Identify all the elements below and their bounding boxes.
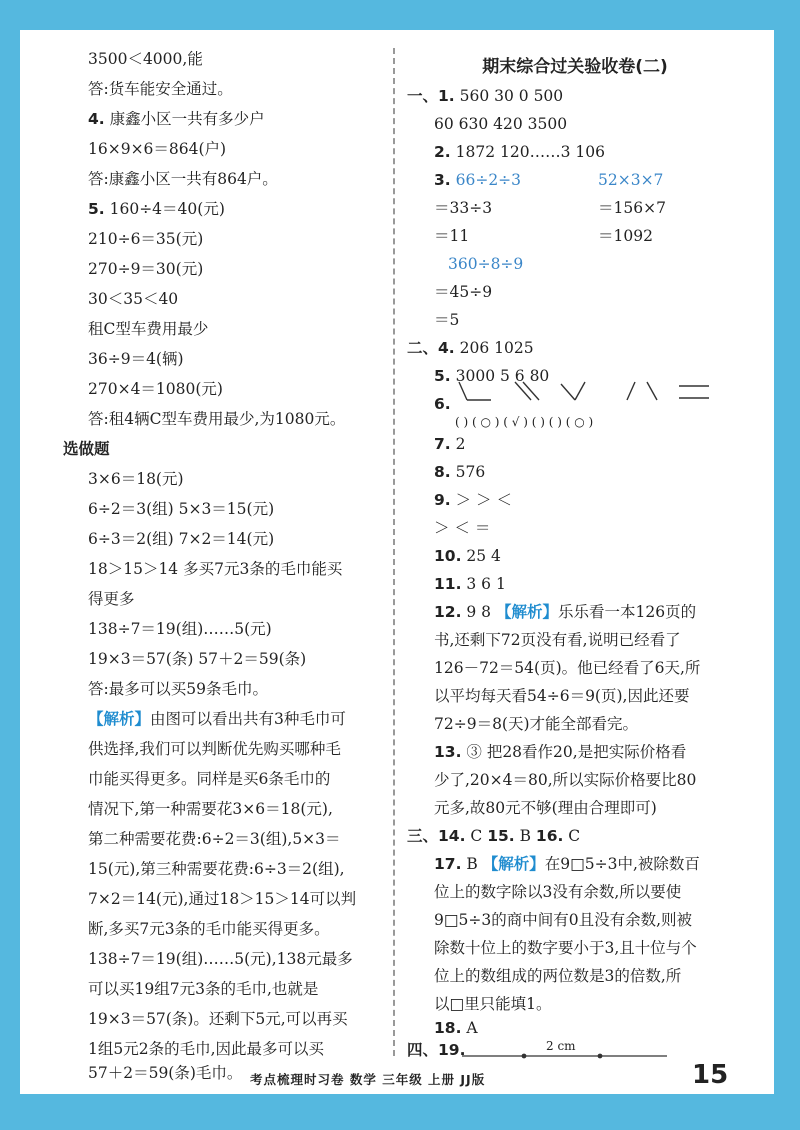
text-line: 138÷7＝19(组)……5(元)	[88, 620, 272, 638]
question-line	[434, 462, 485, 482]
question-line	[434, 742, 686, 762]
text-line: 72÷9＝8(天)才能全部看完。	[434, 715, 639, 733]
footer-text: 考点梳理时习卷 数学 三年级 上册 JJ版	[250, 1072, 486, 1087]
segment-length-label: 2 cm	[546, 1040, 576, 1053]
line-pair-3-b	[575, 382, 585, 400]
page-number: 15	[692, 1060, 729, 1090]
question-number: 17.	[434, 855, 462, 873]
text-line: 第二种需要花费:6÷2＝3(组),5×3＝	[88, 830, 341, 848]
column-divider	[393, 48, 395, 1056]
text-line: 15(元),第三种需要花费:6÷3＝2(组),	[88, 860, 345, 878]
line-pair-1-a	[459, 382, 467, 400]
text-line: 210÷6＝35(元)	[88, 230, 204, 248]
line-pairs-figure	[457, 380, 717, 406]
analysis-tag: 【解析】	[495, 603, 558, 621]
question-line	[434, 602, 696, 622]
answer-text: 9 8	[461, 603, 496, 621]
text-line: 16×9×6＝864(户)	[88, 140, 227, 158]
answer-text: 乐乐看一本126页的	[558, 603, 697, 621]
question-number: 一、1.	[407, 87, 455, 105]
segment-endpoint	[522, 1054, 527, 1059]
answer-text: 2	[450, 435, 466, 453]
question-line	[88, 109, 265, 129]
question-number: 4.	[88, 110, 105, 128]
text-line: 答:康鑫小区一共有864户。	[88, 170, 278, 188]
text-line: 270×4＝1080(元)	[88, 380, 223, 398]
question-number: 四、19.	[407, 1041, 466, 1059]
text-line: 答:最多可以买59条毛巾。	[88, 680, 268, 698]
text-line: 30＜35＜40	[88, 290, 179, 308]
page-title: 期末综合过关验收卷(二)	[482, 57, 668, 77]
answer-text: C	[563, 827, 581, 845]
question-number: 10.	[434, 547, 462, 565]
page-border-bottom	[0, 1094, 800, 1130]
segment-figure	[462, 1040, 672, 1062]
text-line: 3×6＝18(元)	[88, 470, 184, 488]
question-line	[434, 142, 605, 162]
question-line	[434, 574, 506, 594]
question-number: 16.	[535, 827, 564, 845]
expression: 360÷8÷9	[448, 255, 524, 273]
text-line: 19×3＝57(条) 57＋2＝59(条)	[88, 650, 307, 668]
segment-endpoint	[598, 1054, 603, 1059]
answer-text: ＝156×7	[598, 199, 666, 217]
line-pair-2-b	[523, 382, 539, 400]
line-pair-4-b	[647, 382, 657, 400]
question-line	[434, 434, 465, 454]
question-number: 5.	[88, 200, 105, 218]
question-number: 9.	[434, 491, 451, 509]
question-line	[434, 854, 700, 874]
question-line	[407, 1040, 465, 1060]
answer-text: 3 6 1	[461, 575, 506, 593]
answer-text: 3000 5 6 80	[450, 367, 550, 385]
question-line	[434, 490, 512, 510]
answer-text: 在9□5÷3中,被除数百	[544, 855, 700, 873]
answer-text: ＝33÷3	[434, 199, 493, 217]
text-line: 138÷7＝19(组)……5(元),138元最多	[88, 950, 353, 968]
text-line: 18＞15＞14 多买7元3条的毛巾能买	[88, 560, 343, 578]
question-number: 3.	[434, 171, 451, 189]
answer-text: ＝11	[434, 227, 470, 245]
question-number: 二、4.	[407, 339, 455, 357]
text-line: 康鑫小区一共有多少户	[104, 110, 265, 128]
line-pair-4-a	[627, 382, 635, 400]
analysis-tag: 【解析】	[482, 855, 545, 873]
analysis-line	[88, 709, 346, 729]
text-line: 由图可以看出共有3种毛巾可	[150, 710, 346, 728]
text-line: 可以买19组7元3条的毛巾,也就是	[88, 980, 319, 998]
section-heading: 选做题	[63, 440, 110, 458]
text-line: 元多,故80元不够(理由合理即可)	[434, 799, 657, 817]
expression: 66÷2÷3	[450, 171, 522, 189]
answer-text: ＝5	[434, 311, 460, 329]
question-line	[434, 546, 501, 566]
answer-text: ＝45÷9	[434, 283, 493, 301]
question-line	[434, 170, 521, 190]
text-line: 位上的数组成的两位数是3的倍数,所	[434, 967, 682, 985]
text-line: 36÷9＝4(辆)	[88, 350, 184, 368]
text-line: 6÷3＝2(组) 7×2＝14(元)	[88, 530, 275, 548]
text-line: 情况下,第一种需要花3×6＝18(元),	[88, 800, 333, 818]
text-line: 巾能买得更多。同样是买6条毛巾的	[88, 770, 331, 788]
text-line: 270÷9＝30(元)	[88, 260, 204, 278]
question-number: 15.	[487, 827, 515, 845]
text-line: 160÷4＝40(元)	[104, 200, 225, 218]
analysis-tag: 【解析】	[88, 710, 151, 728]
text-line: 6÷2＝3(组) 5×3＝15(元)	[88, 500, 275, 518]
answer-text: 560 30 0 500	[454, 87, 564, 105]
text-line: 书,还剩下72页没有看,说明已经看了	[434, 631, 681, 649]
text-line: 1组5元2条的毛巾,因此最多可以买	[88, 1040, 325, 1058]
text-line: 答:货车能安全通过。	[88, 80, 233, 98]
question-number: 三、14.	[407, 827, 466, 845]
text-line: 126－72＝54(页)。他已经看了6天,所	[434, 659, 701, 677]
question-line	[434, 394, 451, 414]
text-line: 少了,20×4＝80,所以实际价格要比80	[434, 771, 697, 789]
text-line: 19×3＝57(条)。还剩下5元,可以再买	[88, 1010, 348, 1028]
text-line: 7×2＝14(元),通过18＞15＞14可以判	[88, 890, 357, 908]
question-number: 12.	[434, 603, 462, 621]
answer-text: C	[465, 827, 488, 845]
answer-text: 576	[450, 463, 486, 481]
answer-text: ③ 把28看作20,是把实际价格看	[461, 743, 687, 761]
question-number: 11.	[434, 575, 462, 593]
text-line: 3500＜4000,能	[88, 50, 203, 68]
question-number: 7.	[434, 435, 451, 453]
answer-text: ＞ ＜ ＝	[434, 519, 491, 537]
line-pair-3-a	[561, 384, 575, 400]
answer-text: 60 630 420 3500	[434, 115, 568, 133]
page-border-left	[0, 0, 20, 1130]
text-line: 答:租4辆C型车费用最少,为1080元。	[88, 410, 346, 428]
text-line: 得更多	[88, 590, 135, 608]
answer-text: 25 4	[461, 547, 501, 565]
question-line	[407, 826, 580, 846]
page-border-right	[774, 0, 800, 1130]
question-line	[434, 1018, 478, 1038]
answer-text: 1872 120……3 106	[450, 143, 605, 161]
text-line: 以□里只能填1。	[434, 995, 552, 1013]
text-line: 以平均每天看54÷6＝9(页),因此还要	[434, 687, 690, 705]
page-border-top	[0, 0, 800, 30]
text-line: 供选择,我们可以判断优先购买哪种毛	[88, 740, 341, 758]
answer-text: B	[514, 827, 536, 845]
question-line	[88, 199, 225, 219]
answer-text: A	[461, 1019, 478, 1037]
text-line: 除数十位上的数字要小于3,且十位与个	[434, 939, 697, 957]
text-line: 租C型车费用最少	[88, 320, 209, 338]
judgement-marks: ( ) ( ○ ) ( √ ) ( ) ( ) ( ○ )	[455, 415, 594, 429]
text-line: 9□5÷3的商中间有0且没有余数,则被	[434, 911, 693, 929]
text-line: 位上的数字除以3没有余数,所以要使	[434, 883, 682, 901]
question-number: 5.	[434, 367, 451, 385]
text-line: 断,多买7元3条的毛巾能买得更多。	[88, 920, 330, 938]
answer-text: ＞ ＞ ＜	[450, 491, 512, 509]
answer-text: ＝1092	[598, 227, 653, 245]
question-number: 18.	[434, 1019, 462, 1037]
question-number: 13.	[434, 743, 462, 761]
question-line	[407, 338, 534, 358]
text-line: 57＋2＝59(条)毛巾。	[88, 1064, 243, 1082]
line-pair-2-a	[515, 382, 531, 400]
answer-text: B	[461, 855, 483, 873]
question-number: 2.	[434, 143, 451, 161]
expression: 52×3×7	[598, 171, 664, 189]
question-number: 8.	[434, 463, 451, 481]
question-number: 6.	[434, 395, 451, 413]
question-line	[407, 86, 563, 106]
answer-text: 206 1025	[454, 339, 534, 357]
